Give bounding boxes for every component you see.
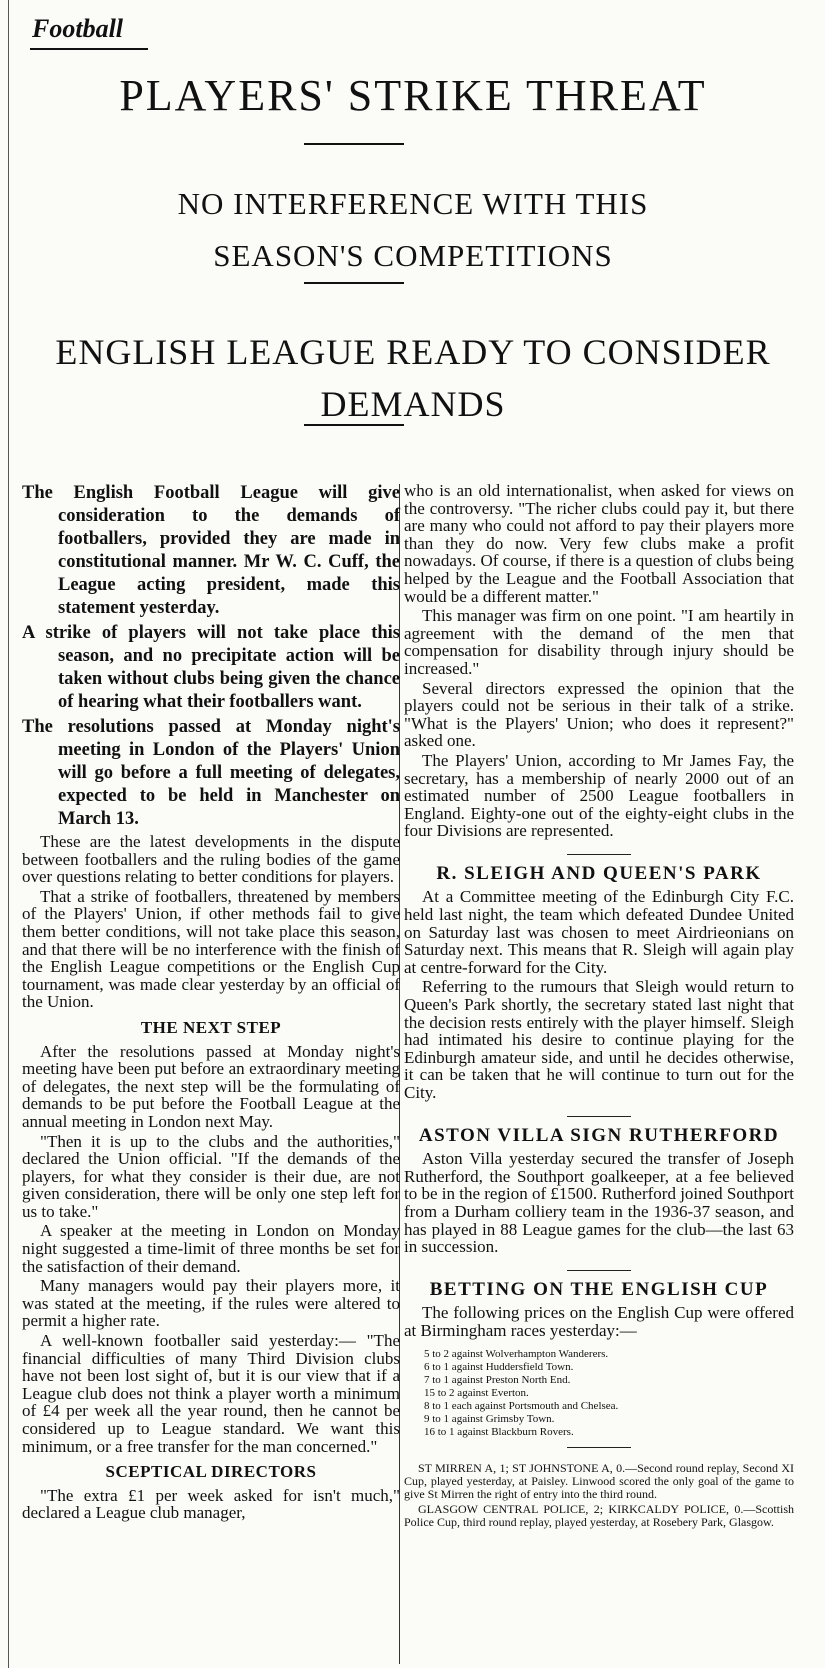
subhead-1-rule	[304, 282, 404, 284]
subhead-1	[18, 178, 808, 282]
continuation-paragraph: This manager was firm on one point. "I am heartily in agreement with the demand of the men that compensation for disability through injury should be increased."	[404, 606, 794, 678]
section-underline	[30, 48, 148, 50]
continuation-paragraph: Several directors expressed the opinion that the players could not be serious in their talk of a strike. "What is the Players' Union; who does it represent?" asked one.	[404, 678, 794, 751]
subhead-2-rule	[304, 424, 404, 426]
lead-paragraph: A strike of players will not take place this season, and no precipitate action will be taken without clubs being given the chance of hearing what their footballers want.	[22, 623, 400, 712]
left-column	[22, 482, 400, 1524]
story-paragraph: At a Committee meeting of the Edinburgh City F.C. held last night, the team which defeated Dundee United on Saturday last was chosen to meet Airdrieonians on Saturday next. This means that R. Sleigh will again play at centre-forward for the City.	[404, 887, 794, 977]
story-heading-betting: BETTING ON THE ENGLISH CUP	[429, 1278, 769, 1300]
odds-item: 5 to 2 against Wolverhampton Wanderers.	[424, 1347, 609, 1360]
body-paragraph: Many managers would pay their players more, it was stated at the meeting, if the rules were altered to permit a higher rate.	[22, 1276, 400, 1331]
odds-item: 16 to 1 against Blackburn Rovers.	[424, 1425, 574, 1438]
subhead-1-line-1: NO INTERFERENCE WITH THIS	[177, 186, 649, 221]
headline-rule	[304, 143, 404, 145]
story-heading-villa: ASTON VILLA SIGN RUTHERFORD	[418, 1124, 780, 1146]
betting-intro: The following prices on the English Cup were offered at Birmingham races yesterday:—	[404, 1303, 794, 1340]
subhead-2	[18, 326, 808, 430]
odds-item: 8 to 1 each against Portsmouth and Chelsea.	[424, 1399, 619, 1412]
body-paragraph: A speaker at the meeting in London on Monday night suggested a time-limit of three months be set for the satisfaction of their demand.	[22, 1221, 400, 1276]
story-separator	[567, 1270, 631, 1271]
story-separator	[567, 1447, 631, 1448]
story-separator	[567, 1116, 631, 1117]
subhead-2-line-2: DEMANDS	[320, 384, 506, 424]
page-margin-rule	[8, 0, 9, 1668]
story-paragraph: Aston Villa yesterday secured the transfer of Joseph Rutherford, the Southport goalkeeper, at a fee believed to be in the region of £1500. Rutherford joined Southport from a Durham colliery team in the 1936-37 season, and has played in 88 League games for the club—the last 63 in succession.	[404, 1149, 794, 1257]
odds-item: 9 to 1 against Grimsby Town.	[424, 1412, 555, 1425]
section-label: Football	[32, 14, 124, 43]
odds-item: 15 to 2 against Everton.	[424, 1386, 529, 1399]
subhead-2-line-1: ENGLISH LEAGUE READY TO CONSIDER	[55, 332, 771, 372]
headline: PLAYERS' STRIKE THREAT	[119, 71, 707, 120]
results-block	[404, 1462, 794, 1529]
body-paragraph: After the resolutions passed at Monday night's meeting have been put before an extraordinary meeting of delegates, the next step will be the formulating of demands to be put before the Football League at the annual meeting in London next May.	[22, 1041, 400, 1131]
continuation-paragraph: who is an old internationalist, when asked for views on the controversy. "The richer clubs could pay it, but there are many who could not afford to pay their players more than they do now. Very few clubs make a profit nowadays. Of course, if there is a question of clubs being helped by the League and the Football Association that would be a different matter."	[404, 481, 794, 606]
continuation-paragraph: The Players' Union, according to Mr James Fay, the secretary, has a membership of nearly 2000 out of an estimated number of 2500 League footballers in England. Eighty-one out of the eighty-eight clubs in the four Divisions are represented.	[404, 750, 794, 841]
lead-paragraph: The English Football League will give consideration to the demands of footballers, provided they are made in constitutional manner. Mr W. C. Cuff, the League acting president, made this statement yesterday.	[22, 483, 400, 618]
body-paragraph: These are the latest developments in the dispute between footballers and the ruling bodies of the game over questions relating to better conditions for players.	[22, 832, 400, 887]
right-column	[404, 482, 794, 1531]
odds-item: 7 to 1 against Preston North End.	[424, 1373, 571, 1386]
result-item: GLASGOW CENTRAL POLICE, 2; KIRKCALDY POLICE, 0.—Scottish Police Cup, third round replay, played yesterday, at Rosebery Park, Glasgow.	[404, 1501, 794, 1529]
result-item: ST MIRREN A, 1; ST JOHNSTONE A, 0.—Second round replay, Second XI Cup, played yesterday, at Paisley. Linwood scored the only goal of the game to give St Mirren the right of entry into the third round.	[404, 1460, 794, 1501]
lead-paragraph: The resolutions passed at Monday night's meeting in London of the Players' Union will go before a full meeting of delegates, expected to be held in Manchester on March 13.	[22, 717, 400, 829]
subhead-1-line-2: SEASON'S COMPETITIONS	[213, 238, 613, 273]
odds-item: 6 to 1 against Huddersfield Town.	[424, 1360, 574, 1373]
body-paragraph: A well-known footballer said yesterday:— "The financial difficulties of many Third Division clubs have not been lost sight of, but it is our view that if a League club does not think a player worth a minimum of £4 per week all the year round, then he cannot be considered up to League standard. We want this minimum, or a free transfer for the man concerned."	[22, 1331, 400, 1456]
story-separator	[567, 854, 631, 855]
body-paragraph: "Then it is up to the clubs and the authorities," declared the Union official. "If the demands of the players, for what they consider is their due, are not given consideration, there will be only one step left for us to take."	[22, 1131, 400, 1221]
story-paragraph: Referring to the rumours that Sleigh would return to Queen's Park shortly, the secretary stated last night that the decision rests entirely with the player himself. Sleigh had intimated his desire to continue playing for the Edinburgh amateur side, and until he decides otherwise, it can be taken that he will continue to turn out for the City.	[404, 977, 794, 1102]
story-heading-sleigh: R. SLEIGH AND QUEEN'S PARK	[436, 862, 762, 884]
body-paragraph: That a strike of footballers, threatened by members of the Players' Union, if other methods fail to give them better conditions, will not take place this season, and that there will be no interference with the finish of the English League competitions or the English Cup tournament, was made clear yesterday by an official of the Union.	[22, 886, 400, 1012]
odds-list	[424, 1348, 794, 1439]
subheading-sceptical-directors: SCEPTICAL DIRECTORS	[105, 1462, 317, 1482]
subheading-next-step: THE NEXT STEP	[140, 1017, 282, 1037]
body-paragraph: "The extra £1 per week asked for isn't much," declared a League club manager,	[22, 1485, 400, 1523]
